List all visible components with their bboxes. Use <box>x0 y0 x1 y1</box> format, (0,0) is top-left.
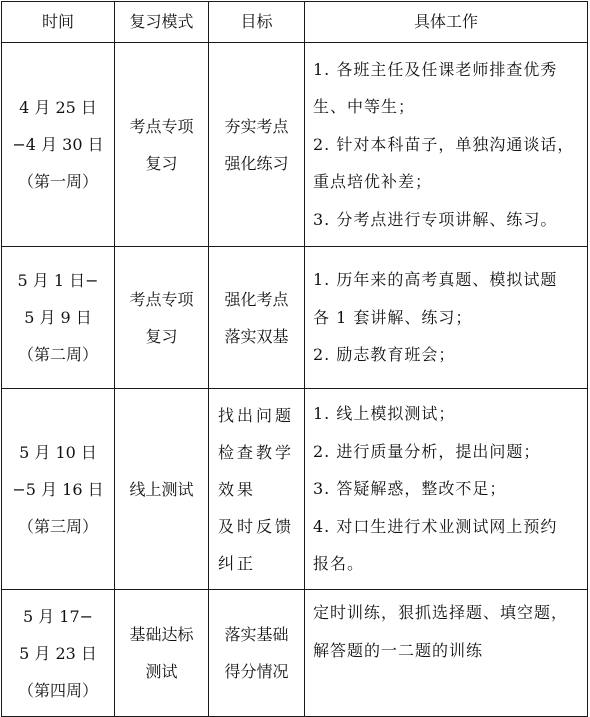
mode-cell <box>115 590 209 717</box>
time-cell <box>2 590 115 717</box>
table-row <box>2 590 588 717</box>
goal-cell <box>209 43 305 247</box>
header-time: 时间 <box>2 2 115 43</box>
header-goal: 目标 <box>209 2 305 43</box>
work-line: 各 1 套讲解、练习； <box>313 307 473 327</box>
work-line: 2. 励志教育班会； <box>313 345 456 365</box>
work-line: 生、中等生； <box>313 97 416 117</box>
goal-line: 效果 <box>218 479 257 499</box>
time-line: 5 月 10 日 <box>19 442 97 462</box>
mode-line: 复习 <box>145 153 178 173</box>
work-line: 1. 历年来的高考真题、模拟试题 <box>313 270 558 290</box>
work-line: 报名。 <box>313 554 365 574</box>
time-line: −5 月 16 日 <box>12 479 104 499</box>
work-line: 1. 各班主任及任课老师排查优秀 <box>313 59 558 79</box>
time-line: （第四周） <box>17 680 98 700</box>
goal-line: 落实双基 <box>224 326 289 346</box>
goal-line: 及时反馈 <box>218 516 295 536</box>
mode-cell <box>115 247 209 389</box>
work-cell <box>305 389 588 590</box>
work-line: 3. 答疑解惑，整改不足； <box>313 479 507 499</box>
header-work: 具体工作 <box>305 2 588 43</box>
time-line: 5 月 1 日− <box>17 271 99 290</box>
work-line: 4. 对口生进行术业测试网上预约 <box>313 516 558 536</box>
goal-line: 强化练习 <box>224 153 289 173</box>
table-row <box>2 389 588 590</box>
mode-line: 考点专项 <box>129 116 194 136</box>
table-row <box>2 43 588 247</box>
work-cell <box>305 590 588 717</box>
review-plan-table <box>1 1 588 717</box>
time-line: 5 月 23 日 <box>19 643 97 663</box>
goal-cell <box>209 590 305 717</box>
time-cell <box>2 43 115 247</box>
work-line: 2. 进行质量分析，提出问题； <box>313 441 541 461</box>
work-line: 2. 针对本科苗子，单独沟通谈话， <box>313 134 575 154</box>
mode-line: 测试 <box>145 662 178 681</box>
goal-line: 纠正 <box>218 553 257 573</box>
work-line: 3. 分考点进行专项讲解、练习。 <box>313 209 558 229</box>
goal-line: 检查教学 <box>218 442 295 462</box>
goal-line: 找出问题 <box>218 405 295 425</box>
table-row <box>2 247 588 389</box>
work-cell <box>305 43 588 247</box>
work-cell <box>305 247 588 389</box>
goal-line: 夯实考点 <box>224 116 289 136</box>
goal-line: 强化考点 <box>224 289 289 309</box>
time-line: 5 月 9 日 <box>24 308 92 327</box>
mode-cell <box>115 389 209 590</box>
time-line: 4 月 25 日 <box>19 98 97 117</box>
work-line: 解答题的一二题的训练 <box>313 640 484 660</box>
goal-cell <box>209 389 305 590</box>
time-line: −4 月 30 日 <box>12 135 104 154</box>
time-cell <box>2 389 115 590</box>
mode-line: 线上测试 <box>129 479 194 499</box>
time-cell <box>2 247 115 389</box>
header-mode: 复习模式 <box>115 2 209 43</box>
time-line: 5 月 17− <box>22 606 94 626</box>
time-line: （第二周） <box>17 345 98 364</box>
goal-line: 落实基础 <box>224 625 289 644</box>
table-header-row <box>2 2 588 43</box>
time-line: （第三周） <box>17 516 98 536</box>
mode-line: 考点专项 <box>129 289 194 309</box>
mode-cell <box>115 43 209 247</box>
mode-line: 基础达标 <box>129 625 194 644</box>
goal-line: 得分情况 <box>224 662 289 681</box>
work-line: 重点培优补差； <box>313 172 433 192</box>
time-line: （第一周） <box>17 172 98 191</box>
goal-cell <box>209 247 305 389</box>
work-line: 定时训练，狠抓选择题、填空题， <box>313 603 569 622</box>
work-line: 1. 线上模拟测试； <box>313 404 456 424</box>
mode-line: 复习 <box>145 326 178 346</box>
